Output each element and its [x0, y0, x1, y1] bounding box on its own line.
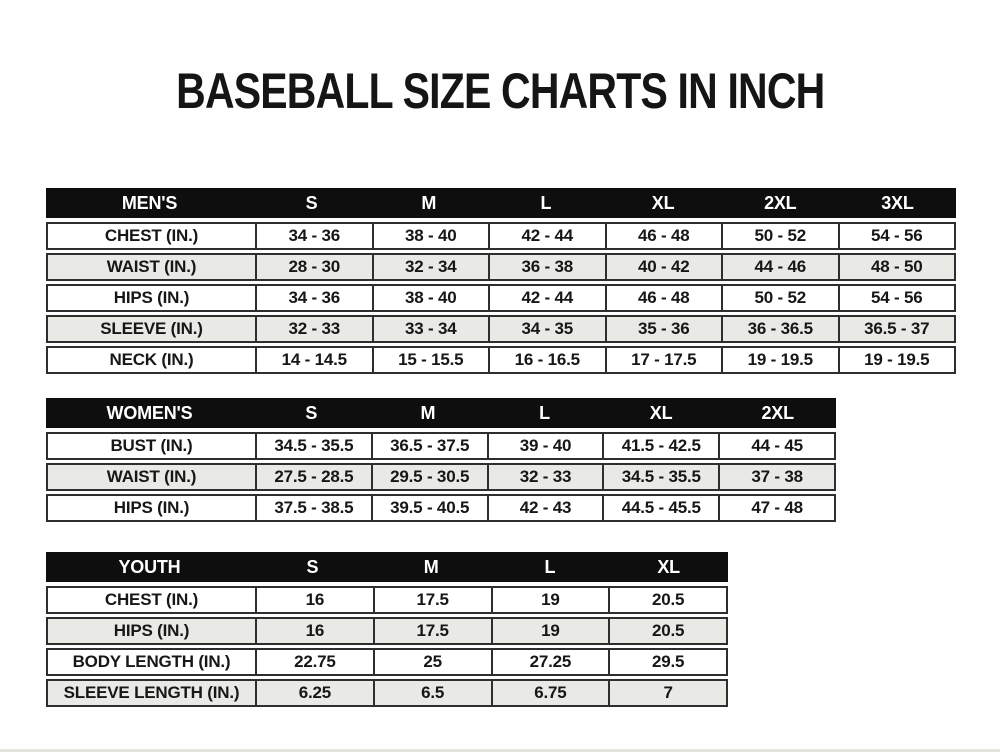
table-row	[46, 463, 836, 491]
size-value-cell: 32 - 33	[487, 465, 603, 489]
size-value-cell: 36.5 - 37.5	[371, 434, 487, 458]
size-value-cell: 28 - 30	[255, 255, 372, 279]
column-header-l: L	[544, 556, 556, 577]
size-value-cell: 44 - 45	[718, 434, 834, 458]
size-value-cell: 6.25	[255, 681, 373, 705]
size-value-cell: 36.5 - 37	[838, 317, 955, 341]
size-value-cell: 19	[491, 619, 609, 643]
size-value-cell: 50 - 52	[721, 286, 838, 310]
column-header-xl: XL	[649, 402, 673, 423]
size-value-cell: 25	[373, 650, 491, 674]
size-value-cell: 22.75	[255, 650, 373, 674]
size-value-cell: 37 - 38	[718, 465, 834, 489]
size-value-cell: 44.5 - 45.5	[602, 496, 718, 520]
column-header-s: S	[305, 402, 318, 423]
table-row	[46, 284, 956, 312]
size-value-cell: 15 - 15.5	[372, 348, 489, 372]
size-value-cell: 20.5	[608, 588, 726, 612]
column-header-3xl: 3XL	[881, 192, 914, 213]
size-value-cell: 34 - 36	[255, 286, 372, 310]
column-header-xl: XL	[657, 556, 680, 577]
size-value-cell: 34 - 35	[488, 317, 605, 341]
table-row	[46, 679, 728, 707]
size-value-cell: 42 - 44	[488, 224, 605, 248]
mens-table-title: MEN'S	[121, 192, 178, 213]
size-value-cell: 35 - 36	[605, 317, 722, 341]
size-value-cell: 17.5	[373, 588, 491, 612]
size-value-cell: 6.75	[491, 681, 609, 705]
womens-table-title: WOMEN'S	[106, 402, 193, 423]
size-value-cell: 39 - 40	[487, 434, 603, 458]
size-value-cell: 32 - 33	[255, 317, 372, 341]
column-header-l: L	[540, 192, 552, 213]
size-value-cell: 38 - 40	[372, 224, 489, 248]
size-value-cell: 40 - 42	[605, 255, 722, 279]
womens-size-table	[46, 398, 836, 525]
size-value-cell: 14 - 14.5	[255, 348, 372, 372]
row-label: CHEST (IN.)	[104, 226, 199, 245]
mens-table-header	[46, 188, 956, 218]
youth-table-header	[46, 552, 728, 582]
row-label: BUST (IN.)	[110, 436, 193, 455]
size-value-cell: 29.5 - 30.5	[371, 465, 487, 489]
row-label: SLEEVE (IN.)	[100, 319, 203, 338]
table-row	[46, 617, 728, 645]
size-value-cell: 39.5 - 40.5	[371, 496, 487, 520]
size-value-cell: 6.5	[373, 681, 491, 705]
size-value-cell: 16 - 16.5	[488, 348, 605, 372]
size-value-cell: 42 - 44	[488, 286, 605, 310]
size-value-cell: 34.5 - 35.5	[255, 434, 371, 458]
size-value-cell: 46 - 48	[605, 286, 722, 310]
size-value-cell: 46 - 48	[605, 224, 722, 248]
size-value-cell: 17.5	[373, 619, 491, 643]
column-header-2xl: 2XL	[761, 402, 794, 423]
youth-size-table	[46, 552, 728, 710]
table-row	[46, 586, 728, 614]
mens-size-table	[46, 188, 956, 377]
row-label: SLEEVE LENGTH (IN.)	[63, 683, 240, 702]
size-value-cell: 16	[255, 619, 373, 643]
row-label: CHEST (IN.)	[104, 590, 199, 609]
size-value-cell: 50 - 52	[721, 224, 838, 248]
column-header-m: M	[421, 192, 437, 213]
size-value-cell: 34.5 - 35.5	[602, 465, 718, 489]
column-header-s: S	[305, 192, 318, 213]
row-label: HIPS (IN.)	[113, 288, 190, 307]
row-label: HIPS (IN.)	[113, 498, 190, 517]
row-label: WAIST (IN.)	[106, 467, 197, 486]
table-row	[46, 494, 836, 522]
womens-table-header	[46, 398, 836, 428]
table-row	[46, 253, 956, 281]
size-value-cell: 33 - 34	[372, 317, 489, 341]
table-row	[46, 346, 956, 374]
size-value-cell: 47 - 48	[718, 496, 834, 520]
page-title: BASEBALL SIZE CHARTS IN INCH	[175, 63, 825, 119]
size-value-cell: 36 - 38	[488, 255, 605, 279]
table-row	[46, 648, 728, 676]
size-value-cell: 27.25	[491, 650, 609, 674]
column-header-xl: XL	[651, 192, 675, 213]
row-label: NECK (IN.)	[109, 350, 194, 369]
size-value-cell: 54 - 56	[838, 286, 955, 310]
row-label: HIPS (IN.)	[113, 621, 190, 640]
size-value-cell: 41.5 - 42.5	[602, 434, 718, 458]
size-value-cell: 17 - 17.5	[605, 348, 722, 372]
size-value-cell: 29.5	[608, 650, 726, 674]
size-value-cell: 32 - 34	[372, 255, 489, 279]
size-value-cell: 42 - 43	[487, 496, 603, 520]
size-value-cell: 37.5 - 38.5	[255, 496, 371, 520]
column-header-m: M	[423, 556, 439, 577]
size-value-cell: 19 - 19.5	[721, 348, 838, 372]
size-value-cell: 48 - 50	[838, 255, 955, 279]
column-header-s: S	[306, 556, 319, 577]
table-row	[46, 222, 956, 250]
size-value-cell: 19	[491, 588, 609, 612]
size-value-cell: 44 - 46	[721, 255, 838, 279]
row-label: BODY LENGTH (IN.)	[72, 652, 231, 671]
page-title-container	[0, 62, 1000, 120]
size-value-cell: 38 - 40	[372, 286, 489, 310]
size-value-cell: 16	[255, 588, 373, 612]
size-value-cell: 27.5 - 28.5	[255, 465, 371, 489]
size-value-cell: 7	[608, 681, 726, 705]
size-value-cell: 19 - 19.5	[838, 348, 955, 372]
size-value-cell: 20.5	[608, 619, 726, 643]
table-row	[46, 432, 836, 460]
column-header-2xl: 2XL	[764, 192, 797, 213]
size-value-cell: 54 - 56	[838, 224, 955, 248]
size-value-cell: 34 - 36	[255, 224, 372, 248]
table-row	[46, 315, 956, 343]
column-header-m: M	[420, 402, 436, 423]
size-value-cell: 36 - 36.5	[721, 317, 838, 341]
row-label: WAIST (IN.)	[106, 257, 197, 276]
column-header-l: L	[539, 402, 550, 423]
youth-table-title: YOUTH	[118, 556, 181, 577]
